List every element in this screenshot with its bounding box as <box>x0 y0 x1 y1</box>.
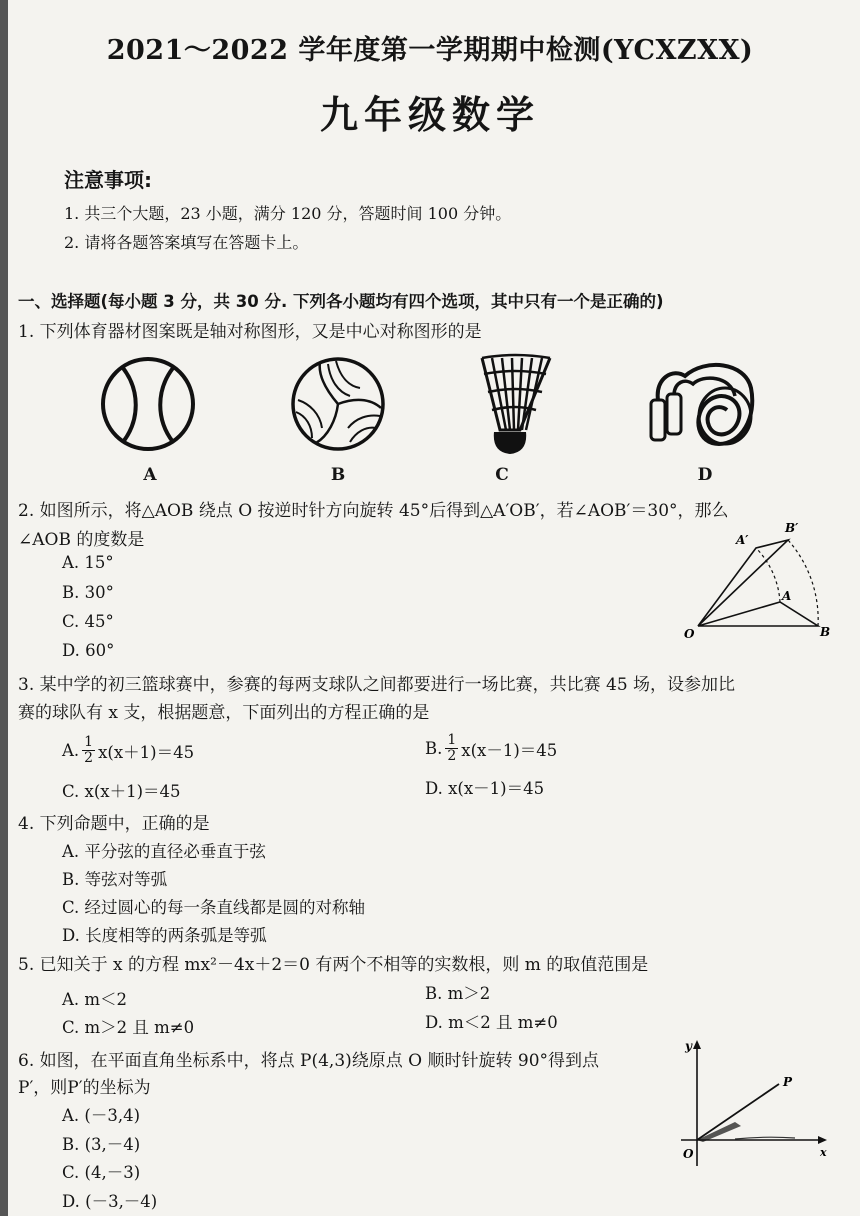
option-a: A. 平分弦的直径必垂直于弦 <box>62 842 266 861</box>
option-d: D. x(x－1)＝45 <box>425 779 545 798</box>
axis-label-y: y <box>685 1039 692 1053</box>
option-c: C. x(x＋1)＝45 <box>62 782 181 801</box>
option-label-b: B <box>330 465 346 485</box>
option-a <box>62 735 194 766</box>
question-stem: 4. 下列命题中，正确的是 <box>18 814 210 834</box>
option-d: D. 长度相等的两条弧是等弧 <box>62 926 267 945</box>
option-a: A. 15° <box>62 553 114 572</box>
option-b <box>425 733 557 764</box>
option-a: A. m＜2 <box>62 990 128 1009</box>
figure-label-o: O <box>683 1147 694 1161</box>
volleyball-icon <box>288 350 398 460</box>
question-stem: 2. 如图所示，将△AOB 绕点 O 按逆时针方向旋转 45°后得到△A′OB′，若∠AOB′＝30°，那么 <box>18 501 729 521</box>
notes-heading: 注意事项: <box>64 168 152 192</box>
option-expression: x(x＋1)＝45 <box>98 742 195 762</box>
question-stem-cont: ∠AOB 的度数是 <box>18 530 145 550</box>
option-b: B. (3,－4) <box>62 1135 141 1154</box>
question-stem: 3. 某中学的初三篮球赛中，参赛的每两支球队之间都要进行一场比赛，共比赛 45 场，设参加比 <box>18 675 736 695</box>
note-item: 1. 共三个大题，23 小题，满分 120 分，答题时间 100 分钟。 <box>64 204 512 223</box>
option-label-d: D <box>697 465 713 485</box>
note-item: 2. 请将各题答案填写在答题卡上。 <box>64 233 309 252</box>
option-expression: x(x－1)＝45 <box>461 740 558 760</box>
option-c: C. (4,－3) <box>62 1163 141 1182</box>
figure-label-a: A <box>782 589 792 603</box>
fraction-half <box>445 733 458 764</box>
option-c: C. 45° <box>62 612 114 631</box>
question-stem-cont: P′，则P′的坐标为 <box>18 1078 151 1098</box>
option-b: B. 等弦对等弧 <box>62 870 168 889</box>
option-b: B. m＞2 <box>425 984 491 1003</box>
exam-subtitle: 九年级数学 <box>319 92 540 137</box>
figure-label-o: O <box>684 627 695 641</box>
option-label-c: C <box>495 465 509 485</box>
axis-label-x: x <box>820 1146 827 1159</box>
tennis-ball-icon <box>95 350 205 460</box>
fraction-half <box>82 735 95 766</box>
figure-label-b-prime: B′ <box>785 521 799 535</box>
left-border <box>0 0 8 1216</box>
option-d: D. (－3,－4) <box>62 1192 158 1211</box>
option-d: D. m＜2 且 m≠0 <box>425 1013 558 1032</box>
option-prefix: A. <box>62 741 80 760</box>
section-heading: 一、选择题(每小题 3 分，共 30 分. 下列各小题均有四个选项，其中只有一个是正确的) <box>18 292 664 311</box>
figure-label-a-prime: A′ <box>736 533 749 547</box>
option-a: A. (－3,4) <box>62 1106 141 1125</box>
fraction-numerator: 1 <box>447 732 457 748</box>
question-stem-cont: 赛的球队有 x 支，根据题意，下面列出的方程正确的是 <box>18 703 430 723</box>
coordinate-figure <box>675 1036 835 1176</box>
figure-label-p: P <box>783 1075 793 1089</box>
fraction-numerator: 1 <box>84 734 94 750</box>
question-stem: 6. 如图，在平面直角坐标系中，将点 P(4,3)绕原点 O 顺时针旋转 90°得到点 <box>18 1051 600 1071</box>
exam-title: 2021～2022 学年度第一学期期中检测(YCXZXX) <box>106 35 754 66</box>
option-b: B. 30° <box>62 583 114 602</box>
option-prefix: B. <box>425 739 443 758</box>
rotation-triangle-figure <box>670 516 850 646</box>
option-c: C. m＞2 且 m≠0 <box>62 1018 195 1037</box>
question-stem: 1. 下列体育器材图案既是轴对称图形，又是中心对称图形的是 <box>18 322 482 342</box>
option-d: D. 60° <box>62 641 115 660</box>
badminton-shuttlecock-icon <box>470 352 560 460</box>
question-stem: 5. 已知关于 x 的方程 mx²－4x＋2＝0 有两个不相等的实数根，则 m 的取值范围是 <box>18 955 649 975</box>
option-c: C. 经过圆心的每一条直线都是圆的对称轴 <box>62 898 366 917</box>
fraction-denominator: 2 <box>84 750 94 766</box>
option-label-a: A <box>143 465 157 485</box>
jump-rope-icon <box>645 348 765 458</box>
figure-label-b: B <box>820 625 831 639</box>
fraction-denominator: 2 <box>447 748 457 764</box>
